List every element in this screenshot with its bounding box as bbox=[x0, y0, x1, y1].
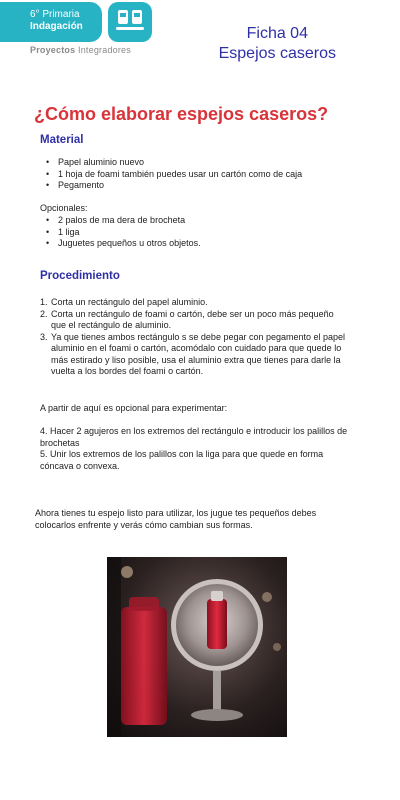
step-number: 3. bbox=[40, 331, 48, 342]
mirror-photo bbox=[107, 557, 287, 737]
subtitle-rest: Integradores bbox=[75, 45, 131, 55]
step-number: 2. bbox=[40, 308, 48, 319]
ficha-heading bbox=[219, 24, 336, 64]
step-line: Ya que tienes ambos rectángulo s se debe pegar con pegamento el papel bbox=[51, 331, 346, 342]
optional-item: • 2 palos de ma dera de brocheta bbox=[40, 215, 201, 227]
optional-step-line: 4. Hacer 2 agujeros en los extremos del rectángulo e introducir los palillos de bbox=[40, 426, 348, 436]
step-line: vuelta a los bordes del foami o cartón. bbox=[51, 366, 204, 376]
closing-line: colocarlos enfrente y verás cómo cambian sus formas. bbox=[35, 519, 253, 530]
step-line: que el rectángulo de aluminio. bbox=[51, 320, 172, 330]
material-item: • 1 hoja de foami también puedes usar un cartón como de caja bbox=[40, 169, 302, 181]
optional-item: • 1 liga bbox=[40, 227, 201, 239]
optional-item: • Juguetes pequeños u otros objetos. bbox=[40, 238, 201, 250]
procedure-steps bbox=[40, 297, 360, 378]
optional-list bbox=[40, 215, 201, 250]
step-line: Corta un rectángulo de foami o cartón, debe ser un poco más pequeño bbox=[51, 308, 334, 319]
optional-label: Opcionales: bbox=[40, 203, 88, 213]
optional-step-line: 5. Unir los extremos de los palillos con la liga para que quede en forma bbox=[40, 449, 324, 459]
area-label: Indagación bbox=[30, 21, 83, 32]
step-line: aluminio en el foami o cartón, acomódalo con cuidado para que quede lo bbox=[51, 343, 342, 353]
step-item bbox=[40, 297, 360, 309]
page-title: ¿Cómo elaborar espejos caseros? bbox=[34, 104, 329, 124]
material-heading: Material bbox=[40, 134, 84, 146]
closing-paragraph bbox=[35, 508, 316, 531]
grade-label: 6° Primaria bbox=[30, 9, 80, 20]
material-list bbox=[40, 157, 302, 192]
step-line: más estirado y liso posible, usa el aluminio extra que tienes para darle la bbox=[51, 354, 341, 365]
step-number: 1. bbox=[40, 297, 48, 307]
grade-badge bbox=[0, 2, 102, 42]
step-line: Corta un rectángulo del papel aluminio. bbox=[51, 297, 208, 307]
subtitle-bold: Proyectos bbox=[30, 45, 76, 55]
material-item: • Papel aluminio nuevo bbox=[40, 157, 302, 169]
material-item: • Pegamento bbox=[40, 180, 302, 192]
step-item bbox=[40, 309, 360, 332]
optional-step bbox=[40, 426, 347, 449]
closing-line: Ahora tienes tu espejo listo para utilizar, los jugue tes pequeños debes bbox=[35, 508, 317, 518]
ficha-number: Ficha 04 bbox=[246, 25, 308, 42]
series-subtitle bbox=[30, 45, 131, 55]
ficha-topic: Espejos caseros bbox=[218, 45, 336, 62]
procedure-heading: Procedimiento bbox=[40, 270, 120, 282]
optional-step bbox=[40, 449, 323, 472]
optional-step-line: brochetas bbox=[40, 437, 80, 448]
cups-logo-icon bbox=[108, 2, 152, 42]
step-item bbox=[40, 332, 360, 378]
optional-step-line: cóncava o convexa. bbox=[40, 460, 120, 471]
optional-intro: A partir de aquí es opcional para experimentar: bbox=[40, 403, 228, 413]
